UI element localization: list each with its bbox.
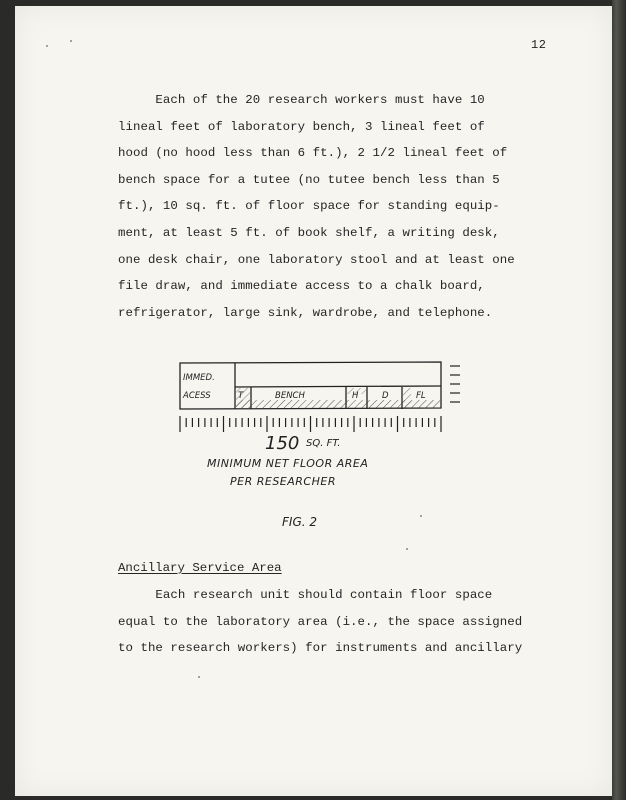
paragraph-line: ment, at least 5 ft. of book shelf, a writing desk, xyxy=(118,226,500,240)
figure-label: FIG. 2 xyxy=(282,515,318,529)
paragraph-line: lineal feet of laboratory bench, 3 lineal feet of xyxy=(118,119,485,134)
floor-area-sketch xyxy=(170,352,470,447)
area-value: 150 xyxy=(265,433,300,454)
label-immed: IMMED. xyxy=(183,373,215,383)
body-paragraph-2 xyxy=(118,588,523,656)
page-edge xyxy=(612,0,626,800)
label-acess: ACESS xyxy=(183,391,211,401)
label-bench: BENCH xyxy=(275,391,305,401)
body-paragraph-1 xyxy=(118,93,515,320)
label-file: FL xyxy=(416,391,426,401)
figure-caption-line-1: MINIMUM NET FLOOR AREA xyxy=(207,457,369,470)
paragraph-line: equal to the laboratory area (i.e., the space assigned xyxy=(118,614,523,629)
section-heading: Ancillary Service Area xyxy=(118,561,282,575)
label-tutee: T xyxy=(238,391,244,401)
label-hood: H xyxy=(352,391,359,401)
paragraph-line: refrigerator, large sink, wardrobe, and telephone. xyxy=(118,305,493,320)
page-number: 12 xyxy=(531,38,547,52)
label-desk: D xyxy=(382,391,389,401)
paragraph-line: file draw, and immediate access to a chalk board, xyxy=(118,279,485,294)
area-unit: SQ. FT. xyxy=(306,438,341,449)
figure-caption-line-2: PER RESEARCHER xyxy=(230,475,336,488)
paragraph-line: ft.), 10 sq. ft. of floor space for standing equip- xyxy=(118,199,500,214)
paragraph-line: Each of the 20 research workers must have 10 xyxy=(118,93,485,107)
paragraph-line: hood (no hood less than 6 ft.), 2 1/2 lineal feet of xyxy=(118,146,508,161)
paragraph-line: one desk chair, one laboratory stool and at least one xyxy=(118,252,515,267)
paragraph-line: Each research unit should contain floor space xyxy=(118,588,493,602)
paragraph-line: bench space for a tutee (no tutee bench less than 5 xyxy=(118,172,500,187)
paragraph-line: to the research workers) for instruments and ancillary xyxy=(118,641,523,656)
